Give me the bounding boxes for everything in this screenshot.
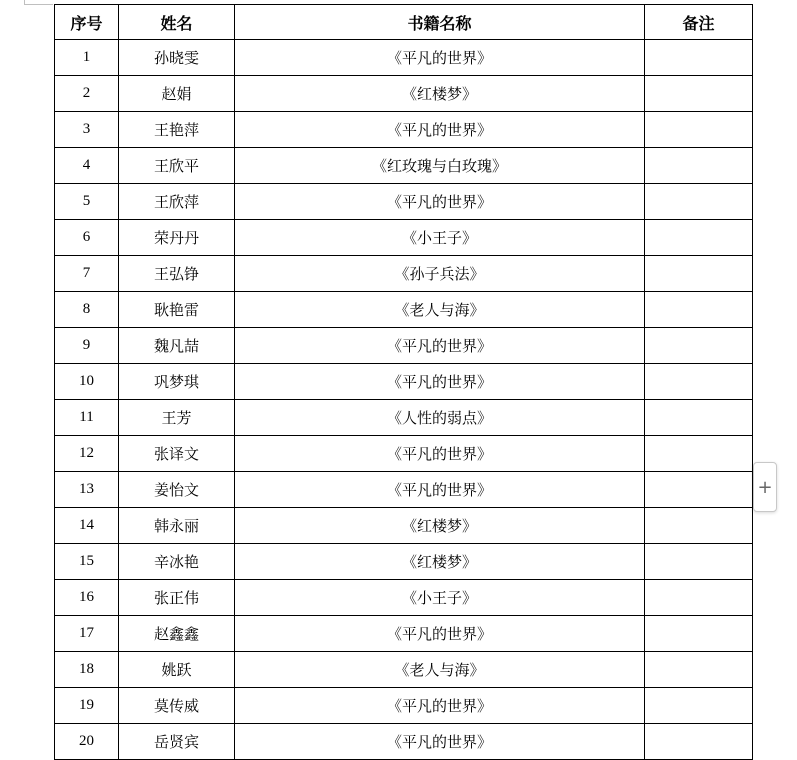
- reading-list-table: [54, 4, 753, 760]
- cell-book[interactable]: 《孙子兵法》: [235, 256, 645, 292]
- cell-name[interactable]: 王弘铮: [119, 256, 235, 292]
- cell-name[interactable]: 王艳萍: [119, 112, 235, 148]
- table-row: [55, 436, 753, 472]
- cell-no[interactable]: 4: [55, 148, 119, 184]
- cell-name[interactable]: 赵娟: [119, 76, 235, 112]
- cell-name[interactable]: 莫传威: [119, 688, 235, 724]
- cell-book[interactable]: 《平凡的世界》: [235, 436, 645, 472]
- table-row: [55, 76, 753, 112]
- table-row: [55, 328, 753, 364]
- cell-note[interactable]: [645, 400, 753, 436]
- cell-book[interactable]: 《平凡的世界》: [235, 328, 645, 364]
- add-row-button[interactable]: [753, 462, 777, 512]
- cell-book[interactable]: 《小王子》: [235, 580, 645, 616]
- page-corner-mark: [24, 0, 53, 5]
- cell-name[interactable]: 王欣平: [119, 148, 235, 184]
- table-row: [55, 544, 753, 580]
- cell-no[interactable]: 16: [55, 580, 119, 616]
- cell-book[interactable]: 《老人与海》: [235, 652, 645, 688]
- cell-no[interactable]: 13: [55, 472, 119, 508]
- cell-note[interactable]: [645, 544, 753, 580]
- cell-book[interactable]: 《红楼梦》: [235, 508, 645, 544]
- cell-no[interactable]: 18: [55, 652, 119, 688]
- cell-note[interactable]: [645, 436, 753, 472]
- table-row: [55, 364, 753, 400]
- cell-no[interactable]: 5: [55, 184, 119, 220]
- cell-book[interactable]: 《平凡的世界》: [235, 364, 645, 400]
- header-note[interactable]: 备注: [645, 5, 753, 40]
- cell-name[interactable]: 王欣萍: [119, 184, 235, 220]
- cell-name[interactable]: 耿艳雷: [119, 292, 235, 328]
- cell-no[interactable]: 3: [55, 112, 119, 148]
- cell-name[interactable]: 孙晓雯: [119, 40, 235, 76]
- table-row: [55, 580, 753, 616]
- cell-name[interactable]: 辛冰艳: [119, 544, 235, 580]
- plus-icon: +: [757, 476, 773, 498]
- cell-no[interactable]: 19: [55, 688, 119, 724]
- cell-note[interactable]: [645, 580, 753, 616]
- header-name[interactable]: 姓名: [119, 5, 235, 40]
- cell-note[interactable]: [645, 652, 753, 688]
- table-row: [55, 256, 753, 292]
- cell-note[interactable]: [645, 328, 753, 364]
- cell-book[interactable]: 《红楼梦》: [235, 76, 645, 112]
- cell-note[interactable]: [645, 688, 753, 724]
- cell-book[interactable]: 《人性的弱点》: [235, 400, 645, 436]
- table-row: [55, 184, 753, 220]
- cell-note[interactable]: [645, 256, 753, 292]
- table-body: [55, 40, 753, 760]
- cell-book[interactable]: 《平凡的世界》: [235, 688, 645, 724]
- table-row: [55, 148, 753, 184]
- cell-note[interactable]: [645, 112, 753, 148]
- cell-name[interactable]: 姜怡文: [119, 472, 235, 508]
- table-row: [55, 400, 753, 436]
- table-row: [55, 112, 753, 148]
- cell-no[interactable]: 20: [55, 724, 119, 760]
- table-row: [55, 508, 753, 544]
- cell-note[interactable]: [645, 184, 753, 220]
- cell-no[interactable]: 12: [55, 436, 119, 472]
- cell-no[interactable]: 8: [55, 292, 119, 328]
- cell-no[interactable]: 9: [55, 328, 119, 364]
- table-row: [55, 652, 753, 688]
- cell-name[interactable]: 荣丹丹: [119, 220, 235, 256]
- cell-book[interactable]: 《红玫瑰与白玫瑰》: [235, 148, 645, 184]
- cell-name[interactable]: 王芳: [119, 400, 235, 436]
- cell-name[interactable]: 张译文: [119, 436, 235, 472]
- cell-note[interactable]: [645, 220, 753, 256]
- cell-no[interactable]: 15: [55, 544, 119, 580]
- cell-note[interactable]: [645, 472, 753, 508]
- cell-book[interactable]: 《小王子》: [235, 220, 645, 256]
- cell-no[interactable]: 17: [55, 616, 119, 652]
- cell-book[interactable]: 《红楼梦》: [235, 544, 645, 580]
- table-row: [55, 724, 753, 760]
- cell-name[interactable]: 巩梦琪: [119, 364, 235, 400]
- cell-note[interactable]: [645, 724, 753, 760]
- cell-book[interactable]: 《老人与海》: [235, 292, 645, 328]
- cell-name[interactable]: 张正伟: [119, 580, 235, 616]
- cell-name[interactable]: 赵鑫鑫: [119, 616, 235, 652]
- cell-note[interactable]: [645, 76, 753, 112]
- cell-book[interactable]: 《平凡的世界》: [235, 616, 645, 652]
- cell-note[interactable]: [645, 292, 753, 328]
- table-row: [55, 472, 753, 508]
- cell-no[interactable]: 1: [55, 40, 119, 76]
- cell-note[interactable]: [645, 364, 753, 400]
- cell-no[interactable]: 7: [55, 256, 119, 292]
- cell-name[interactable]: 姚跃: [119, 652, 235, 688]
- cell-name[interactable]: 岳贤宾: [119, 724, 235, 760]
- cell-book[interactable]: 《平凡的世界》: [235, 112, 645, 148]
- cell-note[interactable]: [645, 148, 753, 184]
- cell-no[interactable]: 10: [55, 364, 119, 400]
- cell-note[interactable]: [645, 40, 753, 76]
- cell-name[interactable]: 魏凡喆: [119, 328, 235, 364]
- cell-no[interactable]: 11: [55, 400, 119, 436]
- table-row: [55, 688, 753, 724]
- cell-book[interactable]: 《平凡的世界》: [235, 472, 645, 508]
- cell-note[interactable]: [645, 616, 753, 652]
- header-no[interactable]: 序号: [55, 5, 119, 40]
- header-row: [55, 5, 753, 40]
- cell-no[interactable]: 6: [55, 220, 119, 256]
- cell-name[interactable]: 韩永丽: [119, 508, 235, 544]
- cell-no[interactable]: 14: [55, 508, 119, 544]
- table-row: [55, 40, 753, 76]
- cell-book[interactable]: 《平凡的世界》: [235, 40, 645, 76]
- cell-no[interactable]: 2: [55, 76, 119, 112]
- table-row: [55, 616, 753, 652]
- cell-book[interactable]: 《平凡的世界》: [235, 184, 645, 220]
- header-book[interactable]: 书籍名称: [235, 5, 645, 40]
- table-row: [55, 292, 753, 328]
- table-row: [55, 220, 753, 256]
- cell-note[interactable]: [645, 508, 753, 544]
- cell-book[interactable]: 《平凡的世界》: [235, 724, 645, 760]
